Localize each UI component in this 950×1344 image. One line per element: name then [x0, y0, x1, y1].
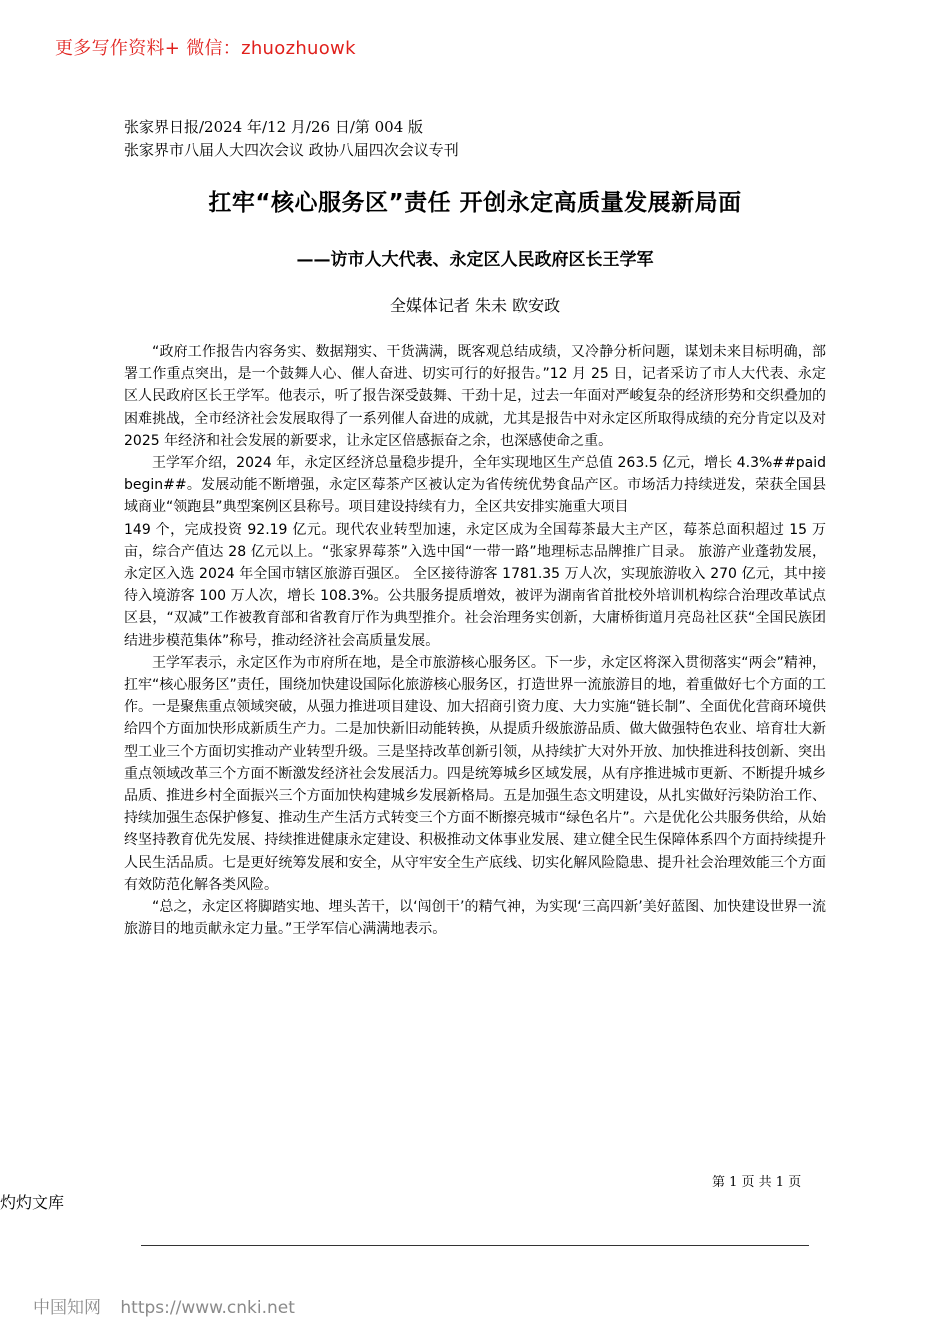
footer [33, 1293, 309, 1318]
article-byline: 全媒体记者 朱未 欧安政 [389, 296, 561, 315]
article-title: 扛牢“核心服务区”责任 开创永定高质量发展新局面 [208, 190, 742, 216]
promo-banner[interactable]: 更多写作资料+ 微信：zhuozhuowk [55, 38, 356, 59]
paragraph-3: 149 个，完成投资 92.19 亿元。现代农业转型加速，永定区成为全国莓茶最大主产区，莓茶总面积超过 15 万亩，综合产值达 28 亿元以上。“张家界莓茶”入选中国“一带一路”地理标志品牌推广目录。 旅游产业蓬勃发展， 永定区入选 2024 年全国市辖区旅游百强区。 全区接待游客 1781.35 万人次，实现旅游收入 270 亿元，其中接待入境游客 100 万人次，增长 108.3%。公共服务提质增效，被评为湖南省首批校外培训机构综合治理改革试点区县，“双减”工作被教育部和省教育厅作为典型推介。社会治理务实创新，大庸桥街道月亮岛社区获“全国民族团结进步模范集体”称号，推动经济社会高质量发展。 [124, 521, 826, 649]
paragraph-2: 王学军介绍，2024 年，永定区经济总量稳步提升，全年实现地区生产总值 263.5 亿元，增长 4.3%##paidbegin##。发展动能不断增强，永定区莓茶产区被认定为省传统优势食品产区。市场活力持续迸发，荣获全国县域商业“领跑县”典型案例区县称号。项目建设持续有力，全区共安排实施重大项目 [124, 455, 826, 516]
source-line-date: 张家界日报/2024 年/12 月/26 日/第 004 版 [124, 118, 424, 136]
article-subtitle: ——访市人大代表、永定区人民政府区长王学军 [296, 250, 654, 270]
footer-divider [141, 1245, 809, 1246]
page-number: 第 1 页 共 1 页 [712, 1175, 802, 1190]
paragraph-4: 王学军表示，永定区作为市府所在地，是全市旅游核心服务区。下一步，永定区将深入贯彻落实“两会”精神，扛牢“核心服务区”责任，围绕加快建设国际化旅游核心服务区，打造世界一流旅游目的地，着重做好七个方面的工作。一是聚焦重点领域突破，从强力推进项目建设、加大招商引资力度、大力实施“链长制”、全面优化营商环境供给四个方面加快形成新质生产力。二是加快新旧动能转换，从提质升级旅游品质、做大做强特色农业、培育壮大新型工业三个方面切实推动产业转型升级。三是坚持改革创新引领，从持续扩大对外开放、加快推进科技创新、突出重点领域改革三个方面不断激发经济社会发展活力。四是统筹城乡区域发展，从有序推进城市更新、不断提升城乡品质、推进乡村全面振兴三个方面加快构建城乡发展新格局。五是加强生态文明建设，从扎实做好污染防治工作、持续加强生态保护修复、推动生产生活方式转变三个方面不断擦亮城市“绿色名片”。六是优化公共服务供给，从始终坚持教育优先发展、持续推进健康永定建设、积极推动文体事业发展、建立健全民生保障体系四个方面持续提升人民生活品质。七是更好统筹发展和安全，从守牢安全生产底线、切实化解风险隐患、提升社会治理效能三个方面有效防范化解各类风险。 [124, 654, 826, 893]
paragraph-1: “政府工作报告内容务实、数据翔实、干货满满，既客观总结成绩，又冷静分析问题，谋划未来目标明确，部署工作重点突出，是一个鼓舞人心、催人奋进、切实可行的好报告。”12 月 25 日，记者采访了市人大代表、永定区人民政府区长王学军。他表示，听了报告深受鼓舞、干劲十足，过去一年面对严峻复杂的经济形势和交织叠加的困难挑战，全市经济社会发展取得了一系列催人奋进的成就，尤其是报告中对永定区所取得成绩的充分肯定以及对 2025 年经济和社会发展的新要求，让永定区倍感振奋之余，也深感使命之重。 [124, 344, 826, 449]
footer-url-link[interactable]: https://www.cnki.net [120, 1298, 295, 1318]
article-body [124, 341, 826, 940]
watermark-text: 灼灼文库 [0, 1193, 65, 1212]
paragraph-5: “总之，永定区将脚踏实地、埋头苦干，以‘闯创干’的精气神，为实现‘三高四新’美好蓝图、加快建设世界一流旅游目的地贡献永定力量。”王学军信心满满地表示。 [124, 899, 826, 938]
footer-brand: 中国知网 [33, 1298, 101, 1318]
source-line-column: 张家界市八届人大四次会议 政协八届四次会议专刊 [124, 141, 459, 159]
